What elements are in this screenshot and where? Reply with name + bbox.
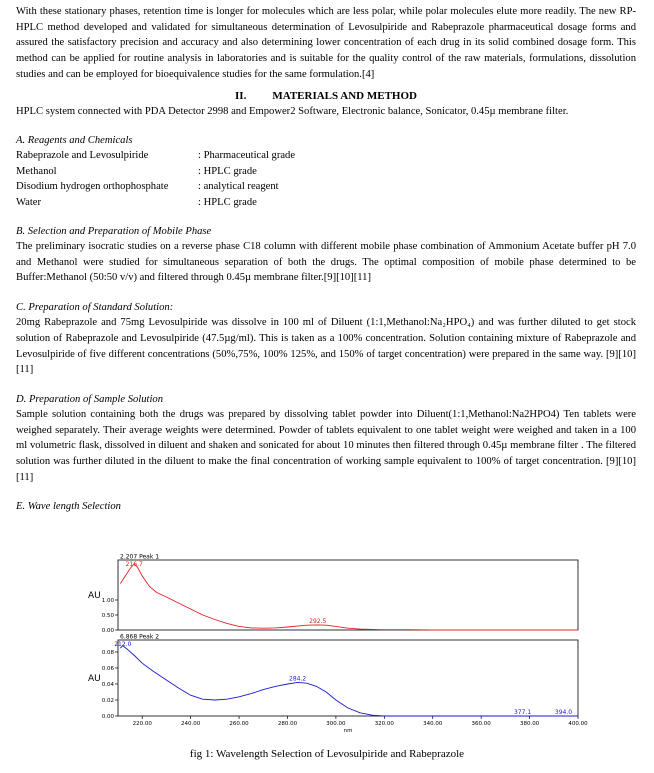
reagent-name: Water xyxy=(16,196,42,208)
y-tick-label: 0.04 xyxy=(101,682,114,688)
y-tick-label: 0.06 xyxy=(101,666,114,672)
instrument-line: HPLC system connected with PDA Detector 2998 and Empower2 Software, Electronic balance, Sonicator, 0.45µ membrane filter. xyxy=(16,105,569,117)
y-axis-label: AU xyxy=(88,591,101,601)
y-tick-label: 0.02 xyxy=(101,698,114,704)
reagent-row xyxy=(16,148,295,164)
wavelength-figure xyxy=(80,551,600,741)
spectrum-line xyxy=(120,564,578,630)
y-tick-label: 0.08 xyxy=(101,650,114,656)
peak-label: 292.5 xyxy=(309,617,327,625)
x-tick-label: 320.00 xyxy=(374,721,394,727)
x-tick-label: 280.00 xyxy=(277,721,298,727)
subsection-c-title: C. Preparation of Standard Solution: xyxy=(16,302,174,314)
x-tick-label: 220.00 xyxy=(132,721,152,727)
figure-caption: fig 1: Wavelength Selection of Levosulpiride and Rabeprazole xyxy=(189,748,465,760)
subsection-c-text: 20mg Rabeprazole and 75mg Levosulpiride was dissolve in 100 ml of Diluent (1:1,Methanol:Na₂HPO₄) and was further diluted to get stock solution of Rabeprazole and Levosulpiride (47.5µg/ml). This is taken as a 100% concentration. Solution containing mixture of Rabeprazole and Levosulpiride of five different concentrations (50%,75%, 100% 125%, and 150% of target concentration) were prepared in the same way. [9][10][11] xyxy=(16,317,636,376)
subsection-d-title: D. Preparation of Sample Solution xyxy=(16,393,164,405)
y-tick-label: 0.00 xyxy=(101,628,114,634)
panel-title: 6.868 Peak 2 xyxy=(120,633,160,641)
paper-page xyxy=(16,4,636,514)
subsection-b-text: The preliminary isocratic studies on a reverse phase C18 column with different mobile phase combination of Ammonium Acetate buffer pH 7.0 and Methanol were studied for simultaneous separation of both the drugs. The optimal composition of mobile phase determined to be Buffer:Methanol (50:50 v/v) and filtered through 0.45µ membrane filter.[9][10][11] xyxy=(16,241,636,284)
reagent-row xyxy=(16,179,295,195)
plot-frame xyxy=(118,560,578,630)
subsection-d-text: Sample solution containing both the drugs was prepared by dissolving tablet powder into Diluent(1:1,Methanol:Na2HPO4) Ten tablets were weighed separately. Their average weights were determined. Powder of tablets equivalent to one tablet weight were weighed and taken in a 100 ml volumetric flask, dissolved in diluent and shaken and sonicated for about 10 minutes then filtered through 0.45µ membrane filter . The filtered solution was further diluted in the diluent to make the final concentration of working sample equivalent to 100% of target concentration. [9][10][11] xyxy=(16,408,636,483)
reagent-grade: : Pharmaceutical grade xyxy=(198,150,296,162)
reagent-name: Disodium hydrogen orthophosphate xyxy=(16,181,169,193)
plot-frame xyxy=(118,640,578,716)
reagents-table xyxy=(16,148,295,210)
reagent-name: Methanol xyxy=(16,165,57,177)
section-number: II. xyxy=(235,89,247,102)
subsection-e-title: E. Wave length Selection xyxy=(16,501,121,513)
x-tick-label: 300.00 xyxy=(326,721,346,727)
reagent-row xyxy=(16,164,295,180)
peak-label: 284.2 xyxy=(289,675,307,683)
reagent-grade: : analytical reagent xyxy=(198,181,279,193)
subsection-b-title: B. Selection and Preparation of Mobile Phase xyxy=(16,226,212,238)
intro-paragraph: With these stationary phases, retention time is longer for molecules which are less polar, while polar molecules elute more readily. The new RP-HPLC method developed and validated for simultaneous determination of Levosulpiride and Rabeprazole pharmaceutical dosage forms and assured the satisfactory precision and accuracy and also determining lower concentration of each drug in its solid combined dosage form. This method can be applied for routine analysis in laboratories and is suitable for the quality control of the raw materials, formulations, dissolution studies and can be employed for bioequivalence studies for the same formulation.[4] xyxy=(16,6,636,80)
x-tick-label: 380.00 xyxy=(519,721,540,727)
y-tick-label: 1.00 xyxy=(101,598,114,604)
x-tick-label: 240.00 xyxy=(181,721,201,727)
y-axis-label: AU xyxy=(88,674,101,684)
peak-label: 394.0 xyxy=(554,709,573,716)
panel-title: 2.207 Peak 1 xyxy=(120,553,160,561)
y-tick-label: 0.50 xyxy=(101,613,114,619)
y-tick-label: 0.00 xyxy=(101,714,114,720)
reagent-name: Rabeprazole and Levosulpiride xyxy=(16,150,149,162)
x-axis-label: nm xyxy=(343,728,353,734)
x-tick-label: 400.00 xyxy=(568,721,588,727)
peak-label: 377.1 xyxy=(513,709,532,716)
spectra-chart xyxy=(80,551,600,741)
section-title: MATERIALS AND METHOD xyxy=(272,89,417,102)
reagent-grade: : HPLC grade xyxy=(198,165,257,177)
peak-label: 216.7 xyxy=(125,561,143,568)
section-heading xyxy=(16,89,636,104)
peak-label: 212.0 xyxy=(114,641,132,648)
spectrum-line xyxy=(120,646,578,716)
x-tick-label: 260.00 xyxy=(229,721,249,727)
x-tick-label: 340.00 xyxy=(423,721,443,727)
subsection-a-title: A. Reagents and Chemicals xyxy=(16,135,133,147)
x-tick-label: 360.00 xyxy=(471,721,491,727)
reagent-grade: : HPLC grade xyxy=(198,196,257,208)
reagent-row xyxy=(16,195,295,211)
